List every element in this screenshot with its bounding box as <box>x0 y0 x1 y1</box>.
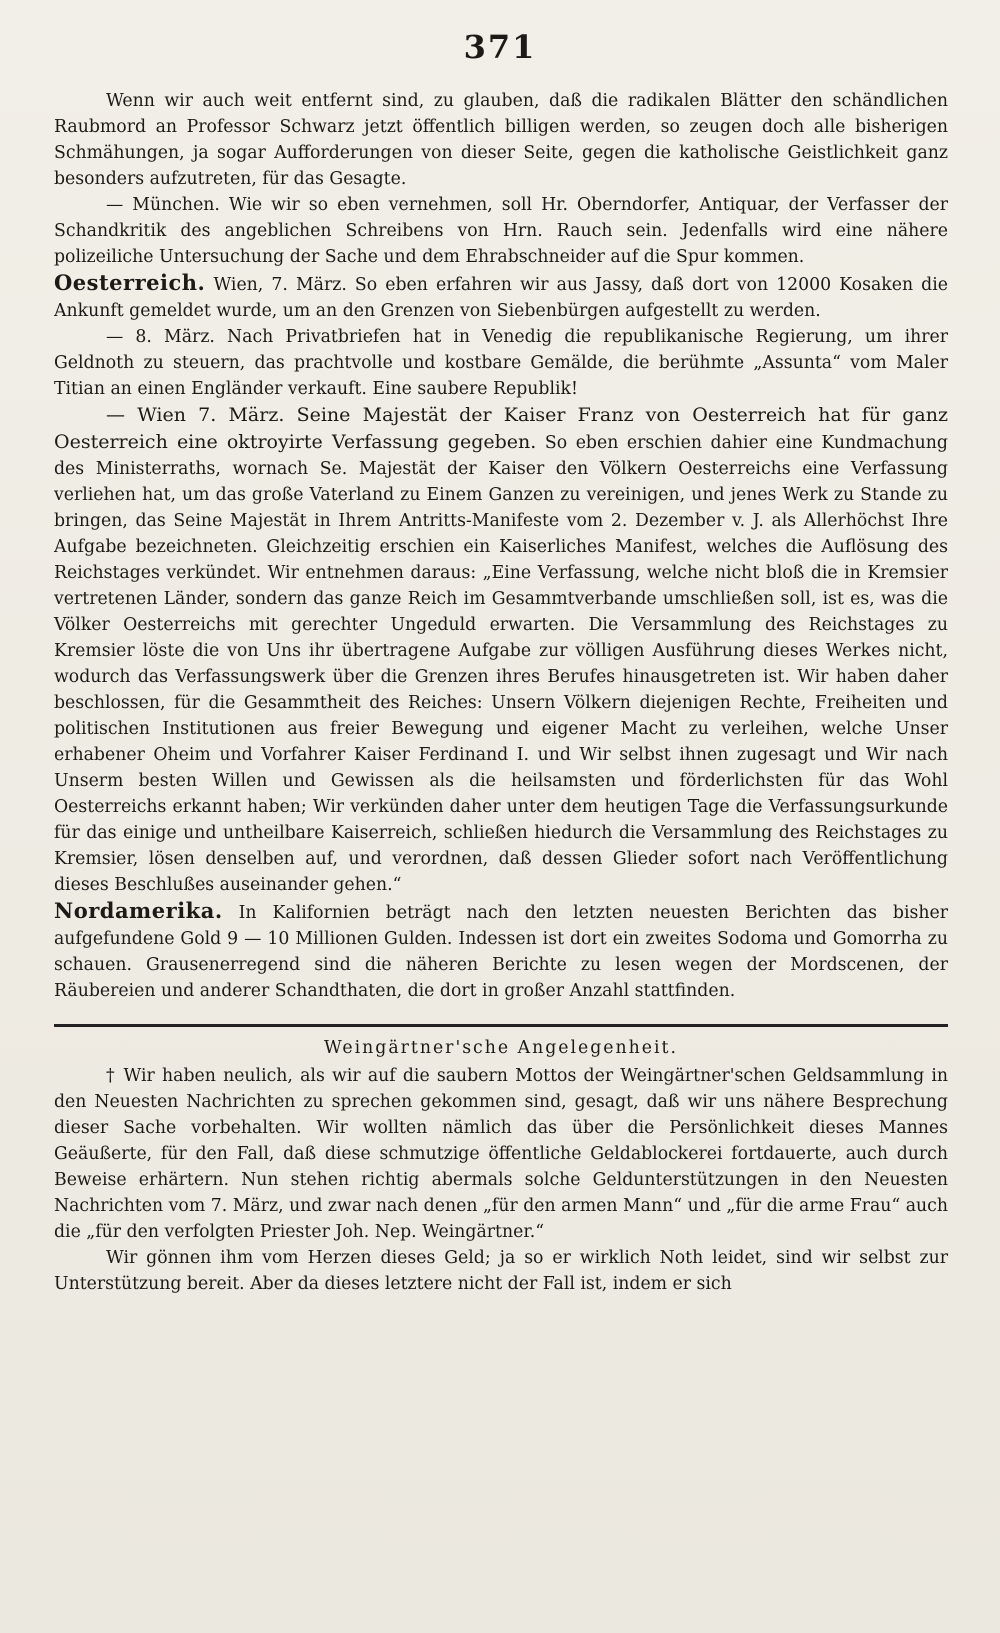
section-heading-nordamerika: Nordamerika. <box>54 898 223 923</box>
section-divider <box>54 1024 948 1027</box>
page-number: 371 <box>463 28 537 66</box>
maerz8-paragraph: — 8. März. Nach Privatbriefen hat in Venedig die republikanische Regierung, um ihrer Geldnoth zu steuern, das prachtvolle und kostbare Gemälde, die berühmte „Assunta“ vom Maler Titian an einen Engländer verkauft. Eine saubere Republik! <box>54 327 948 399</box>
wien7-paragraph <box>54 402 948 898</box>
wien7-text: So eben erschien dahier eine Kundmachung des Ministerraths, wornach Se. Majestät der Kaiser den Völkern Oesterreichs eine Verfassung verliehen hat, um das große Vaterland zu Einem Ganzen zu vereinigen, und jenes Werk zu Stande zu bringen, das Seine Majestät in Ihrem Antritts-Manifeste vom 2. Dezember v. J. als Allerhöchst Ihre Aufgabe bezeichneten. Gleichzeitig erschien ein Kaiserliches Manifest, welches die Auflösung des Reichstages verkündet. Wir entnehmen daraus: „Eine Verfassung, welche nicht bloß die in Kremsier vertretenen Länder, sondern das ganze Reich im Gesammtverbande umschließen soll, ist es, was die Völker Oesterreichs mit gerechter Ungeduld erwarten. Die Versammlung des Reichstages zu Kremsier löste die von Uns ihr übertragene Aufgabe zur völligen Ausführung dieses Werkes nicht, wodurch das Verfassungswerk über die Grenzen ihres Berufes hinausgetreten ist. Wir haben daher beschlossen, für die Gesammtheit des Reiches: Unsern Völkern diejenigen Rechte, Freiheiten und politischen Institutionen aus freier Bewegung und eigener Macht zu verleihen, welche Unser erhabener Oheim und Vorfahrer Kaiser Ferdinand I. und Wir selbst ihnen zugesagt und Wir nach Unserm besten Willen und Gewissen als die heilsamsten und förderlichsten für das Wohl Oesterreichs erkannt haben; Wir verkünden daher unter dem heutigen Tage die Verfassungsurkunde für das einige und untheilbare Kaiserreich, schließen hiedurch die Versammlung des Reichstages zu Kremsier, lösen denselben auf, und verordnen, daß dessen Glieder sofort nach Veröffentlichung dieses Beschlußes auseinander gehen.“ <box>54 433 948 895</box>
text-column <box>54 88 948 1297</box>
weingaertner-title: Weingärtner'sche Angelegenheit. <box>324 1038 678 1058</box>
nordamerika-paragraph <box>54 898 948 1004</box>
intro-paragraph: Wenn wir auch weit entfernt sind, zu glauben, daß die radikalen Blätter den schändlichen Raubmord an Professor Schwarz jetzt öffentlich billigen werden, so zeugen doch alle bisherigen Schmähungen, ja sogar Aufforderungen von dieser Seite, gegen die katholische Geistlichkeit ganz besonders aufzutreten, für das Gesagte. <box>54 91 948 189</box>
muenchen-paragraph: — München. Wie wir so eben vernehmen, soll Hr. Oberndorfer, Antiquar, der Verfasser der Schandkritik des angeblichen Schreibens von Hrn. Rauch sein. Jedenfalls wird eine nähere polizeiliche Untersuchung der Sache und dem Ehrabschneider auf die Spur kommen. <box>54 195 948 267</box>
nordamerika-text: In Kalifornien beträgt nach den letzten neuesten Berichten das bisher aufgefundene Gold 9 — 10 Millionen Gulden. Indessen ist dort ein zweites Sodoma und Gomorrha zu schauen. Grausenerregend sind die näheren Berichte zu lesen wegen der Mordscenen, der Räubereien und anderer Schandthaten, die dort in großer Anzahl stattfinden. <box>54 903 948 1001</box>
wien7-lead: — Wien 7. März. Seine Majestät der Kaiser Franz von Oesterreich hat für ganz Oesterreich eine oktroyirte Verfassung gegeben. <box>54 404 948 453</box>
oesterreich-paragraph <box>54 270 948 324</box>
weingaertner-paragraph-1: † Wir haben neulich, als wir auf die saubern Mottos der Weingärtner'schen Geldsammlung in den Neuesten Nachrichten zu sprechen gekommen sind, gesagt, daß wir uns nähere Besprechung dieser Sache vorbehalten. Wir wollten nämlich das über die Persönlichkeit dieses Mannes Geäußerte, für den Fall, daß diese schmutzige öffentliche Geldablockerei fortdauerte, auch durch Beweise erhärtern. Nun stehen richtig abermals solche Geldunterstützungen in den Neuesten Nachrichten vom 7. März, und zwar nach denen „für den armen Mann“ und „für die arme Frau“ auch die „für den verfolgten Priester Joh. Nep. Weingärtner.“ <box>54 1066 948 1242</box>
weingaertner-paragraph-2: Wir gönnen ihm vom Herzen dieses Geld; ja so er wirklich Noth leidet, sind wir selbst zur Unterstützung bereit. Aber da dieses letztere nicht der Fall ist, indem er sich <box>54 1248 948 1294</box>
oesterreich-text: Wien, 7. März. So eben erfahren wir aus Jassy, daß dort von 12000 Kosaken die Ankunft gemeldet wurde, um an den Grenzen von Siebenbürgen aufgestellt zu werden. <box>54 275 948 321</box>
section-heading-oesterreich: Oesterreich. <box>54 270 206 295</box>
